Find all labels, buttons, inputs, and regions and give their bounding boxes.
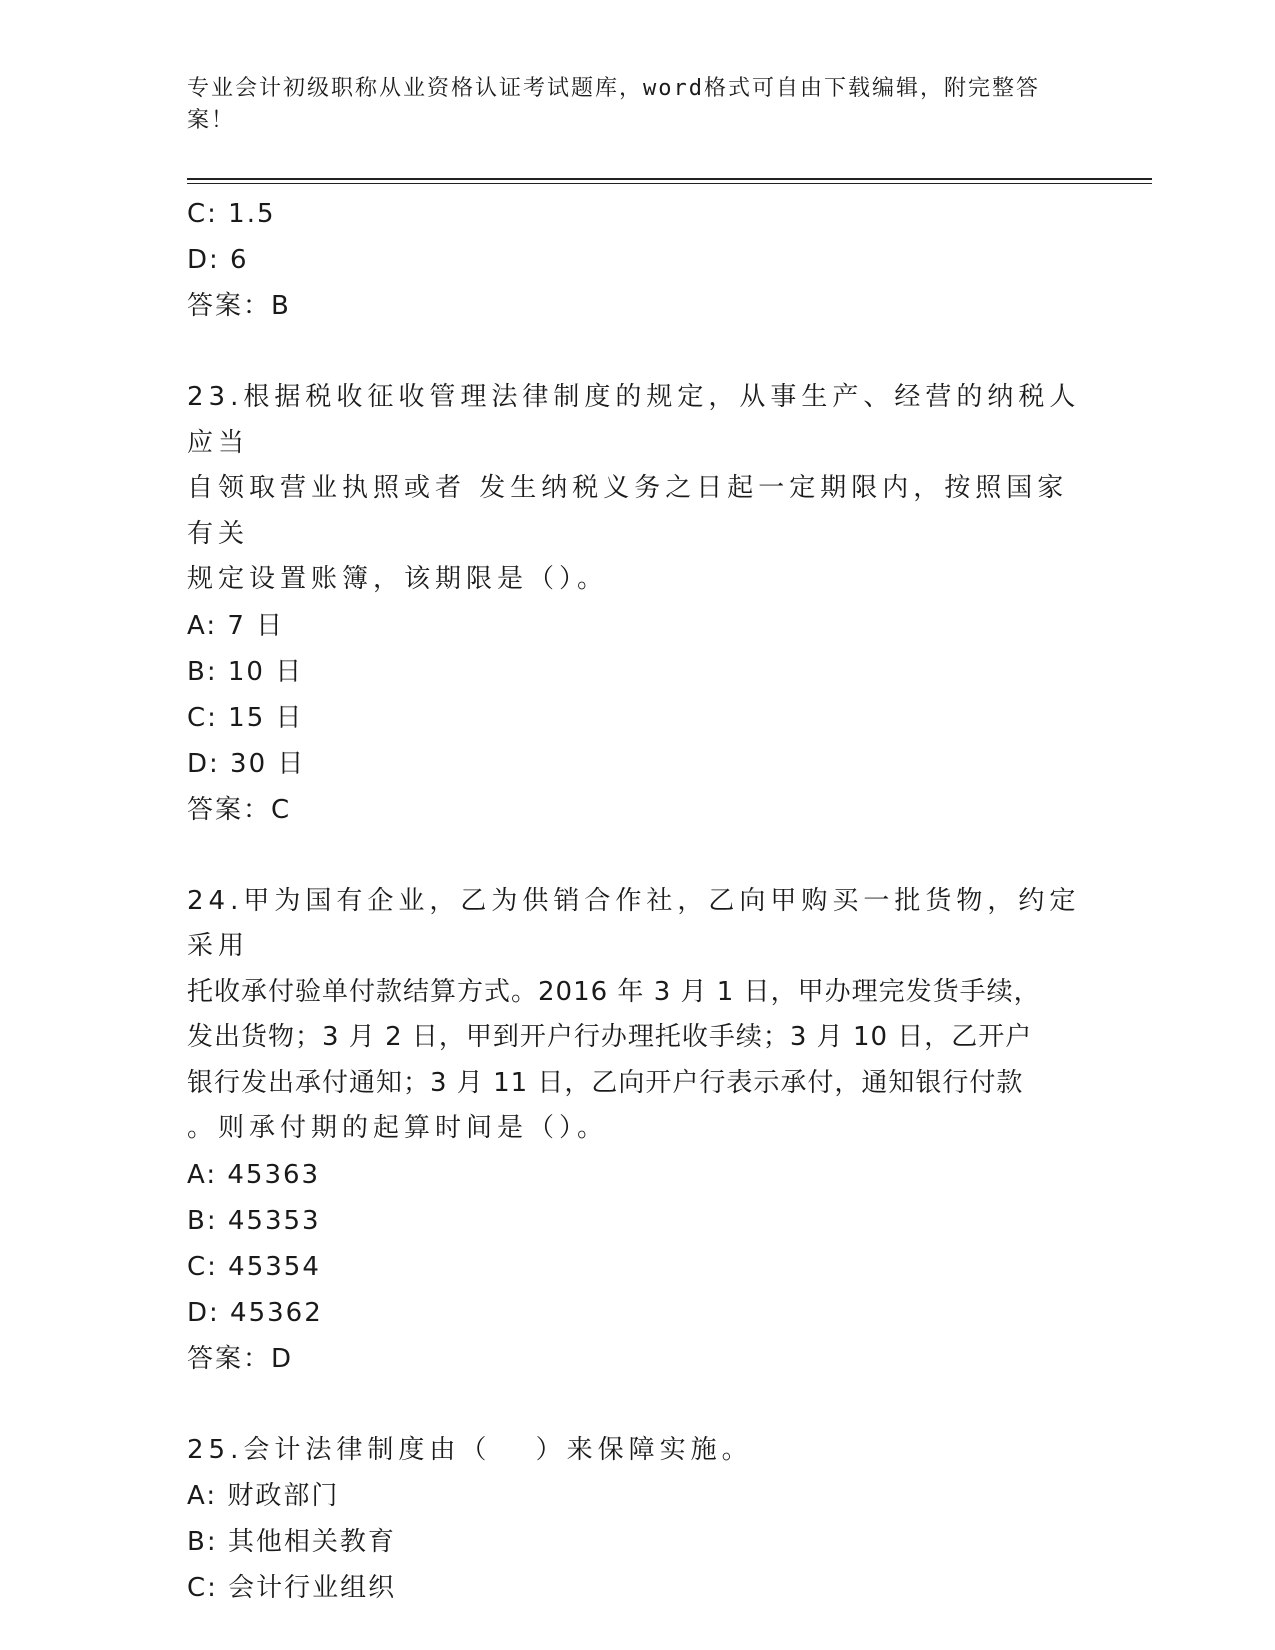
option-c: C: 15 日	[187, 702, 304, 733]
question-24	[187, 879, 1087, 1382]
question-line: 银行发出承付通知；3 月 11 日，乙向开户行表示承付，通知银行付款	[187, 1067, 1024, 1098]
question-line: 25.会计法律制度由（ ）来保障实施。	[187, 1434, 753, 1465]
option-c: C: 1.5	[187, 199, 276, 229]
option-c: C: 45354	[187, 1251, 321, 1282]
answer-line: 答案：B	[187, 291, 291, 321]
question-line: 24.甲为国有企业，乙为供销合作社，乙向甲购买一批货物，约定采用	[187, 885, 1081, 961]
option-b: B: 45353	[187, 1205, 321, 1236]
question-line: 规定设置账簿，该期限是（）。	[187, 564, 609, 594]
option-a: A: 财政部门	[187, 1481, 340, 1511]
question-line: 23.根据税收征收管理法律制度的规定，从事生产、经营的纳税人应当	[187, 382, 1081, 458]
answer-line: 答案：D	[187, 1343, 294, 1374]
question-23	[187, 375, 1087, 833]
header-line-2: 案！	[187, 108, 236, 133]
question-25	[187, 1428, 1087, 1612]
page-header	[187, 73, 1067, 137]
prev-question-tail	[187, 191, 1087, 329]
option-c: C: 会计行业组织	[187, 1573, 397, 1603]
option-d: D: 45362	[187, 1297, 323, 1328]
header-divider-thick	[187, 178, 1152, 180]
answer-line: 答案：C	[187, 794, 292, 825]
question-line: 托收承付验单付款结算方式。2016 年 3 月 1 日，甲办理完发货手续，	[187, 976, 1041, 1007]
header-divider-thin	[187, 183, 1152, 184]
question-line: 。则承付期的起算时间是（）。	[187, 1113, 609, 1143]
header-line-1: 专业会计初级职称从业资格认证考试题库，word格式可自由下载编辑，附完整答	[187, 76, 1040, 101]
option-d: D: 6	[187, 245, 249, 275]
option-b: B: 其他相关教育	[187, 1527, 396, 1557]
option-d: D: 30 日	[187, 748, 306, 779]
question-text	[187, 375, 1087, 603]
option-b: B: 10 日	[187, 656, 304, 687]
question-line: 发出货物；3 月 2 日，甲到开户行办理托收手续；3 月 10 日，乙开户	[187, 1022, 1033, 1052]
option-a: A: 7 日	[187, 610, 285, 641]
question-line: 自领取营业执照或者 发生纳税义务之日起一定期限内，按照国家有关	[187, 473, 1069, 549]
question-content	[187, 191, 1087, 1611]
question-text	[187, 879, 1087, 1152]
option-a: A: 45363	[187, 1159, 321, 1190]
question-text	[187, 1428, 1087, 1474]
